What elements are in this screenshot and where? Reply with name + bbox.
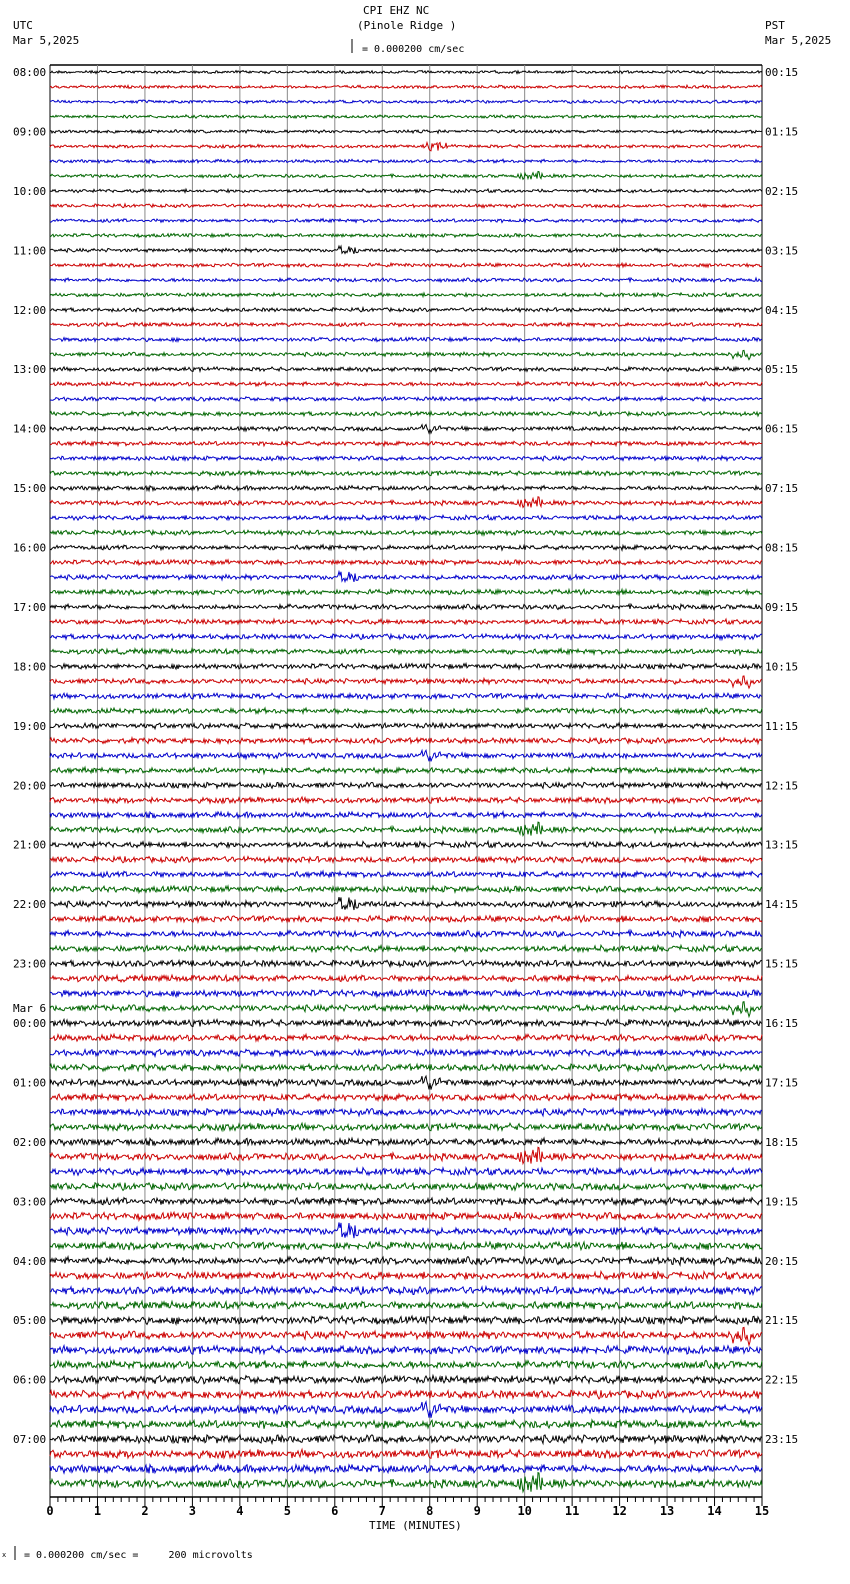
seismic-trace <box>50 441 762 446</box>
x-tick-label: 14 <box>707 1504 722 1518</box>
seismic-trace <box>50 1390 762 1399</box>
seismic-trace <box>50 945 762 952</box>
left-time-label: 14:00 <box>13 422 47 436</box>
right-time-label: 21:15 <box>765 1314 799 1328</box>
seismic-trace <box>50 634 762 640</box>
left-time-label: 19:00 <box>13 719 47 733</box>
right-time-label: 12:15 <box>765 779 799 793</box>
seismic-trace <box>50 1316 762 1324</box>
x-tick-label: 3 <box>188 1504 197 1518</box>
seismic-trace <box>50 1473 762 1492</box>
seismic-trace <box>50 1242 762 1250</box>
seismic-trace <box>50 204 762 208</box>
seismic-trace <box>50 412 762 417</box>
seismic-trace <box>50 930 762 937</box>
seismic-trace <box>50 382 762 387</box>
seismic-trace <box>50 1212 762 1220</box>
left-time-label: 02:00 <box>13 1135 47 1149</box>
right-time-label: 16:15 <box>765 1017 799 1031</box>
seismic-trace <box>50 1049 762 1056</box>
left-time-label: 21:00 <box>13 838 47 852</box>
seismic-trace <box>50 530 762 535</box>
seismic-trace <box>50 1257 762 1265</box>
scale-text: = 0.000200 cm/sec <box>362 44 465 55</box>
x-tick-label: 5 <box>283 1504 291 1518</box>
seismic-trace <box>50 1183 762 1191</box>
seismic-trace <box>50 560 762 565</box>
right-time-label: 15:15 <box>765 957 799 971</box>
seismic-trace <box>50 1147 762 1163</box>
right-time-label: 01:15 <box>765 125 799 139</box>
seismic-trace <box>50 1301 762 1309</box>
right-time-label: 05:15 <box>765 363 799 377</box>
seismic-trace <box>50 1168 762 1176</box>
seismic-trace <box>50 1360 762 1368</box>
seismic-trace <box>50 1138 762 1146</box>
seismic-trace <box>50 782 762 788</box>
left-date: Mar 5,2025 <box>13 34 80 47</box>
seismic-trace <box>50 308 762 312</box>
right-time-label: 00:15 <box>765 66 799 79</box>
seismic-trace <box>50 1123 762 1131</box>
left-time-label: 01:00 <box>13 1076 47 1090</box>
x-tick-label: 15 <box>754 1504 770 1518</box>
seismic-trace <box>50 219 762 223</box>
left-time-label: 18:00 <box>13 660 47 674</box>
x-tick-label: 6 <box>331 1504 339 1518</box>
seismic-trace <box>50 1094 762 1102</box>
left-time-label: 08:00 <box>13 66 47 79</box>
seismic-trace <box>50 676 762 688</box>
left-time-label: 04:00 <box>13 1254 47 1268</box>
seismic-trace <box>50 990 762 997</box>
left-time-label: 15:00 <box>13 482 47 496</box>
seismic-trace <box>50 649 762 655</box>
right-time-label: 08:15 <box>765 541 799 555</box>
left-time-label: 09:00 <box>13 125 47 139</box>
seismic-trace <box>50 71 762 74</box>
x-tick-label: 11 <box>564 1504 580 1518</box>
seismic-trace <box>50 1420 762 1429</box>
seismic-trace <box>50 234 762 238</box>
right-time-label: 13:15 <box>765 838 799 852</box>
left-time-label: 20:00 <box>13 779 47 793</box>
seismic-trace <box>50 797 762 803</box>
seismic-trace <box>50 822 762 835</box>
left-time-label: 00:00 <box>13 1017 47 1031</box>
seismic-trace <box>50 1197 762 1205</box>
seismic-trace <box>50 189 762 193</box>
seismic-trace <box>50 1376 762 1384</box>
right-time-label: 18:15 <box>765 1135 799 1149</box>
seismic-trace <box>50 246 762 254</box>
seismic-trace <box>50 293 762 297</box>
seismic-trace <box>50 397 762 401</box>
x-tick-label: 9 <box>473 1504 481 1518</box>
seismic-trace <box>50 723 762 729</box>
seismic-trace <box>50 1464 762 1473</box>
seismic-trace <box>50 897 762 910</box>
right-timezone: PST <box>765 19 785 32</box>
seismic-trace <box>50 130 762 133</box>
seismic-trace <box>50 486 762 491</box>
seismic-trace <box>50 172 762 180</box>
footer-prefix: x <box>2 1551 7 1559</box>
seismic-trace <box>50 100 762 103</box>
right-date: Mar 5,2025 <box>765 34 832 47</box>
x-tick-label: 7 <box>378 1504 386 1518</box>
seismic-trace <box>50 497 762 508</box>
left-time-label: 16:00 <box>13 541 47 555</box>
seismic-trace <box>50 1109 762 1116</box>
seismic-trace <box>50 812 762 818</box>
seismic-trace <box>50 738 762 744</box>
left-time-label: 05:00 <box>13 1314 47 1328</box>
seismic-trace <box>50 1019 762 1026</box>
seismic-trace <box>50 1346 762 1355</box>
seismic-trace <box>50 916 762 923</box>
right-time-label: 23:15 <box>765 1433 799 1447</box>
right-time-label: 22:15 <box>765 1373 799 1387</box>
x-tick-label: 12 <box>612 1504 627 1518</box>
seismic-trace <box>50 1402 762 1418</box>
seismic-trace <box>50 143 762 151</box>
seismic-trace <box>50 263 762 267</box>
chart-subtitle: (Pinole Ridge ) <box>357 19 457 32</box>
left-time-label: 11:00 <box>13 244 47 258</box>
left-time-label: 23:00 <box>13 957 47 971</box>
right-time-label: 04:15 <box>765 303 799 317</box>
right-time-label: 02:15 <box>765 184 799 198</box>
date-change-label: Mar 6 <box>13 1002 47 1016</box>
seismic-trace <box>50 619 762 624</box>
left-timezone: UTC <box>13 19 33 32</box>
seismic-trace <box>50 115 762 118</box>
seismic-trace <box>50 1327 762 1345</box>
seismic-trace <box>50 471 762 476</box>
x-tick-label: 2 <box>141 1504 149 1518</box>
seismic-trace <box>50 1034 762 1041</box>
x-tick-label: 4 <box>236 1504 244 1518</box>
right-time-label: 06:15 <box>765 422 799 436</box>
seismic-trace <box>50 856 762 862</box>
seismic-trace <box>50 545 762 550</box>
left-time-label: 22:00 <box>13 898 47 912</box>
x-tick-label: 13 <box>659 1504 675 1518</box>
left-time-label: 03:00 <box>13 1195 47 1209</box>
seismic-trace <box>50 367 762 372</box>
x-tick-label: 8 <box>426 1504 434 1518</box>
seismic-trace <box>50 1002 762 1017</box>
right-time-label: 17:15 <box>765 1076 799 1090</box>
right-time-label: 03:15 <box>765 244 799 258</box>
seismic-trace <box>50 350 762 359</box>
seismic-trace <box>50 425 762 434</box>
right-time-label: 07:15 <box>765 482 799 496</box>
left-time-label: 17:00 <box>13 600 47 614</box>
seismic-trace <box>50 1435 762 1444</box>
seismic-trace <box>50 278 762 282</box>
seismic-trace <box>50 159 762 163</box>
x-axis-label: TIME (MINUTES) <box>369 1519 462 1532</box>
seismic-trace <box>50 842 762 848</box>
seismic-trace <box>50 572 762 582</box>
right-time-label: 09:15 <box>765 600 799 614</box>
seismic-trace <box>50 767 762 773</box>
seismic-trace <box>50 960 762 967</box>
seismic-trace <box>50 456 762 461</box>
seismic-trace <box>50 604 762 610</box>
seismic-trace <box>50 323 762 327</box>
seismic-trace <box>50 1272 762 1280</box>
right-time-label: 11:15 <box>765 719 799 733</box>
seismic-trace <box>50 1223 762 1239</box>
x-tick-label: 1 <box>93 1504 102 1518</box>
footer-scale-text: = 0.000200 cm/sec = 200 microvolts <box>24 1550 253 1561</box>
left-time-label: 12:00 <box>13 303 47 317</box>
x-tick-label: 0 <box>46 1504 54 1518</box>
seismic-trace <box>50 1449 762 1458</box>
seismic-trace <box>50 1064 762 1071</box>
seismic-trace <box>50 708 762 714</box>
seismic-trace <box>50 1287 762 1295</box>
right-time-label: 14:15 <box>765 898 799 912</box>
right-time-label: 10:15 <box>765 660 799 674</box>
seismic-trace <box>50 750 762 761</box>
seismic-trace <box>50 515 762 520</box>
right-time-label: 20:15 <box>765 1254 799 1268</box>
seismic-trace <box>50 1076 762 1090</box>
seismic-trace <box>50 886 762 893</box>
seismic-trace <box>50 871 762 878</box>
seismic-trace <box>50 85 762 88</box>
seismic-trace <box>50 589 762 594</box>
right-time-label: 19:15 <box>765 1195 799 1209</box>
chart-title: CPI EHZ NC <box>363 4 430 17</box>
seismic-trace <box>50 693 762 699</box>
left-time-label: 06:00 <box>13 1373 47 1387</box>
left-time-label: 07:00 <box>13 1433 47 1447</box>
x-tick-label: 10 <box>517 1504 532 1518</box>
seismic-trace <box>50 664 762 670</box>
seismic-trace <box>50 975 762 982</box>
left-time-label: 10:00 <box>13 184 47 198</box>
left-time-label: 13:00 <box>13 363 47 377</box>
seismic-trace <box>50 337 762 341</box>
